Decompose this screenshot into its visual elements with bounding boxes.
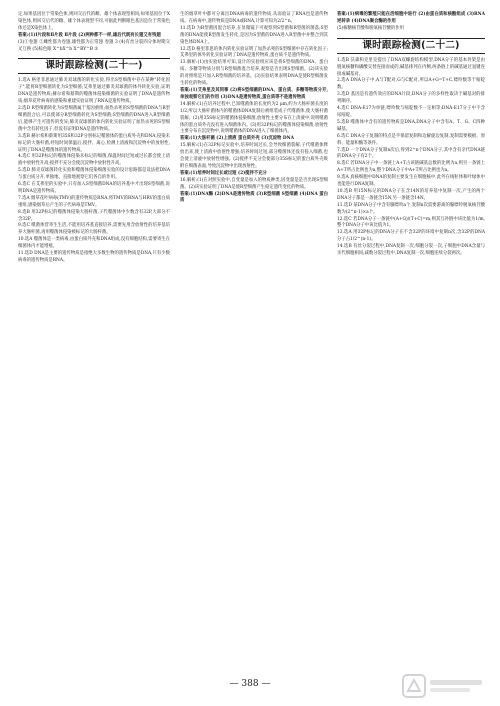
text-column-left [18,12,170,265]
text-column-right [337,12,485,258]
paragraph: 1.选B 沃森和克里克提出了DNA双螺旋结构模型,DNA分子的基本骨架是由脱氧核糖和磷酸交替连接而成的,碱基排列在内侧,两条链上的碱基通过氢键连接成碱基对。 [337,57,485,77]
paragraph: 定,如果基因位于常染色体,则回交后代的雌、雄个体表现型相同;如果基因位于X染色体,则回交后代的雌、雄个体表现型不同,可据此判断眼色基因是位于常染色体还是X染色体上。 [18,12,170,31]
paragraph: 14.解析:(1)在培养过程中,已知噬菌体的长度约为2 μm,约为大肠杆菌长度的1/2,所以大肠杆菌体内的噬菌体DNA复制后被组装成子代噬菌体,使大肠杆菌裂解。(2)用35S标记的噬菌体侵染细菌,放射性主要分布在上清液中,说明噬菌体的蛋白质外壳没有进入细菌体内。(3)用32P标记的噬菌体侵染细菌,放射性主要分布在沉淀物中,说明噬菌体的DNA进入了细菌体内。 [180,101,328,135]
paragraph: 5.选D 肺炎双球菌转化实验和噬菌体侵染细菌实验的设计思路都是设法把DNA与蛋白质分开,单独地、直接地观察它们各自的作用。 [18,168,170,181]
paragraph: 9.选C 噬菌体营寄生生活,不能用培养基直接培养,需要先用含放射性的培养基培养大肠杆菌,再用噬菌体侵染被标记的大肠杆菌。 [18,223,170,236]
paragraph: 10.选B 用15N标记的DNA分子在含14N的培养基中复制一次,产生的两个DNA分子都是一条链含15N,另一条链含14N。 [337,188,485,201]
watermark-logo-icon [402,672,486,700]
paragraph: 7.选A 烟草花叶病毒(TMV)的遗传物质是RNA,将TMV的RNA与HRV的蛋白质重组,感染烟草后产生的子代病毒是TMV。 [18,195,170,208]
text-column-middle [180,12,328,205]
paragraph: 10.选A 噬菌体是一类病毒,由蛋白质外壳和DNA组成,没有细胞结构,需要寄生在细菌体内才能增殖。 [18,237,170,250]
paragraph: 15.解析:(1)在32P标记实验中,培养时间过长,会导致细菌裂解,子代噬菌体释放出来,使上清液中放射性增强;培养时间过短,部分噬菌体还没有侵入细菌,也会使上清液中放射性增强。(2)搅拌不充分会使部分35S标记的蛋白质外壳吸附在细菌表面,导致沉淀物中出现放射性。 [180,143,328,169]
answer-paragraph: 答案:(1)艾弗里及其同事 (2)将S型细菌的DNA、蛋白质、多糖等物质分开,单独观察它们的作用 (3)DNA是遗传物质,蛋白质等不是遗传物质 [180,87,328,100]
paragraph: 5.选B 噬菌体中含有的遗传物质是DNA,DNA分子中含有A、T、G、C四种碱基。 [337,119,485,132]
paragraph: 12.选C 若DNA分子一条链中(A+G)/(T+C)=m,则其互补链中该比值为1/m,整个DNA分子中该比值为1。 [337,216,485,229]
answer-paragraph: 答案:(1)培养时间过长或过短 (2)搅拌不充分 [180,170,267,176]
answer-paragraph: 答案:(1)病毒的繁殖只能在活细胞中进行 (2)由蛋白质和核酸组成 (3)RNA 逆转录 (4)DNA聚合酶的作用 [337,12,485,24]
answer-paragraph: 答案:(1)DNA酶 (2)DNA是遗传物质 (3)R型细菌 S型细菌 (4)DNA 蛋白质 [180,191,328,204]
paragraph: 11.选D DNA是主要的遗传物质是指绝大多数生物的遗传物质是DNA,只有少数病毒的遗传物质是RNA。 [18,251,170,263]
lesson-title: 课时跟踪检测(二十二) [337,38,485,54]
paragraph: 9.选A 真核细胞中DNA的复制主要发生在细胞核中,此外在线粒体和叶绿体中也能进行DNA复制。 [337,175,485,188]
paragraph: 3.选B 赫尔希和蔡斯用35S和32P分别标记噬菌体的蛋白质外壳和DNA,侵染未标记的大肠杆菌,经短时间保温后,搅拌、离心,检测上清液和沉淀物中的放射性,证明了DNA是噬菌体的遗传物质。 [18,133,170,153]
paragraph: 6.选C DNA分子复制的特点是半保留复制和边解旋边复制,复制需要模板、原料、能量和酶等条件。 [337,133,485,146]
paragraph: 11.选D 为R型菌因混合培养,在显微镜下可观察到S型菌和R型菌的菌落;S型菌的DNA能使R型菌发生转化,是因为S型菌的DNA进入R型菌中并整合到其染色体DNA上。 [180,25,328,45]
answer-paragraph: 答案:(1)大肠杆菌 (2)上清液 蛋白质外壳 (3)沉淀物 DNA [180,136,295,142]
paragraph: 16.解析:(1)在对照实验中,自变量是加入的物质种类,因变量是是否出现S型细菌。(2)该实验证明了DNA是使R型细菌产生稳定遗传变化的物质。 [180,177,328,190]
paragraph: 8.选C 若DNA分子中一条链上A+T占该链碱基总数的比例为a,则另一条链上A+T所占比例也为a,整个DNA分子中A+T所占比例也为a。 [337,161,485,174]
paragraph: 2.选D R型细菌转化为S型细菌属于基因重组;加热杀死的S型细菌的DNA与R型细菌混合后,可以使部分R型细菌转化为S型细菌;S型细菌的DNA进入R型细菌后,能够产生可遗传的变异;肺炎双球菌的体内转化实验证明了加热杀死的S型细菌中含有转化因子,但没有证明DNA是遗传物质。 [18,106,170,132]
paragraph: 4.选C DNA-E17为单链,嘌呤数与嘧啶数不一定相等;DNA-E17分子中不含尿嘧啶。 [337,106,485,118]
paragraph: 生的烟草叶中都可分离出DNA病毒的遗传物质,从而验证了RNA也是遗传物质。在病毒中,遗传物质是DNA或RNA,计算可知为2/2^n。 [180,12,328,24]
paragraph: 12.选D 格里菲思的体内转化实验证明了加热杀死的S型细菌中存在转化因子;艾弗里的体外转化实验证明了DNA是遗传物质,蛋白质不是遗传物质。 [180,46,328,59]
paragraph: 1.选A 格里菲思通过肺炎双球菌的转化实验,得出S型细菌中存在某种"转化因子",能将R型细菌转化为S型细菌;艾弗里通过肺炎双球菌的体外转化实验,证明DNA是遗传物质;赫尔希和蔡斯的噬菌体侵染细菌的实验证明了DNA是遗传物质;烟草花叶病毒的感染和重建实验证明了RNA是遗传物质。 [18,78,170,105]
paragraph: 4.选C 用32P标记的噬菌体侵染未标记的细菌,保温时间过短或过长都会使上清液中放射性升高;搅拌不充分会使沉淀物中放射性升高。 [18,154,170,167]
paragraph: (5)核糖核苷酸和脱氧核苷酸的作用 [337,25,404,31]
paragraph: 13.解析:(1)由实验结果可知,设计的实验组应该是将S型细菌的DNA、蛋白质、多糖等物质分别与R型细菌混合培养,观察是否出现S型细菌。(2)该实验的对照组是只加入R型细菌的培养基。(3)实验结果表明DNA是使R型细菌发生转化的物质。 [180,60,328,87]
paragraph: 8.选B 用32P标记的噬菌体侵染大肠杆菌,子代噬菌体中少数含有32P,大部分不含32P。 [18,209,170,222]
paragraph: 7.选D 一个DNA分子复制n次后,得到2^n个DNA分子,其中含有亲代DNA链的DNA分子有2个。 [337,147,485,160]
paragraph: 3.选D 基因是有遗传效应的DNA片段,DNA分子的多样性取决于碱基对的排列顺序。 [337,92,485,105]
paragraph: 11.选D 某DNA分子中含有腺嘌呤a个,复制n次需要游离的腺嘌呤脱氧核苷酸数为(2^n-1)×a个。 [337,202,485,215]
paragraph: 6.选C 在艾弗里的实验中,只有加入S型细菌DNA的培养基中才出现S型细菌,说明DNA是遗传物质。 [18,182,170,194]
page-number: — 388 — [229,679,271,689]
paragraph: (3)①卷翅 ②雌性都为卷翅,雄性都为正常翅 卷翅 3 (4)有丝分裂四分体时期交叉互换 (5)棕色眼 X^bX^b X^BY^B ② [18,39,170,52]
paragraph: 14.选B 有丝分裂过程中,DNA复制一次,细胞分裂一次,子细胞中DNA含量与亲代细胞相同;减数分裂过程中,DNA复制一次,细胞连续分裂两次。 [337,244,485,257]
paragraph: 13.选A 用32P标记的DNA分子在不含32P的环境中复制n次,含32P的DNA分子占1/2^(n-1)。 [337,230,485,243]
lesson-title: 课时跟踪检测(二十一) [18,58,170,74]
answer-paragraph: 答案:(1)Ⅰ片段和Ⅱ片段 Ⅱ片段 (2)两种都不一样,雄后代既有长翅又有残翅 [18,32,161,38]
paragraph: 2.选A DNA分子中,A与T配对,G与C配对,所以A+G=T+C,嘌呤数等于嘧啶数。 [337,78,485,91]
